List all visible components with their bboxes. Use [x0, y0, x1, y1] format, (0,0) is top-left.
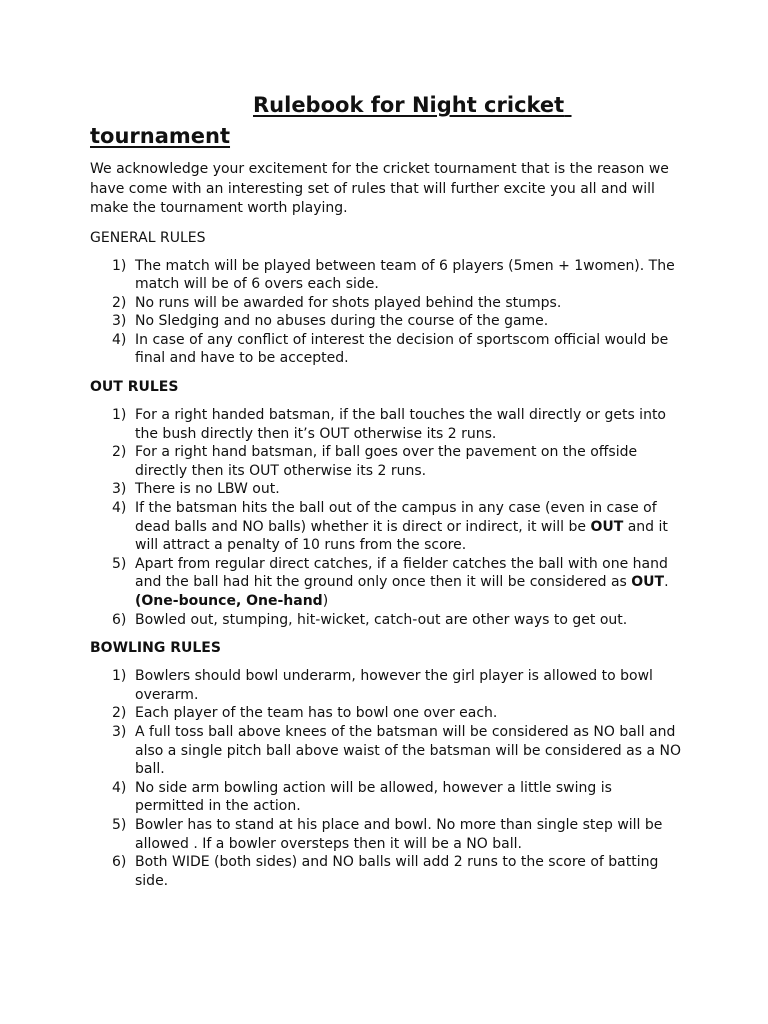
list-item [90, 499, 683, 555]
list-number: 4) [112, 500, 127, 517]
intro-paragraph: We acknowledge your excitement for the cricket tournament that is the reason we have come with an interesting set of rules that will further excite you all and will make the tournament worth playing. [90, 161, 669, 216]
bowling-rules-list [90, 667, 690, 890]
list-item-text: For a right handed batsman, if the ball touches the wall directly or gets into the bush directly then it’s OUT otherwise its 2 runs. [135, 407, 667, 442]
list-number: 5) [112, 816, 127, 833]
list-item-text: Bowler has to stand at his place and bowl. No more than single step will be allowed . If a bowler oversteps then it will be a NO ball. [135, 816, 663, 852]
list-item [90, 294, 683, 313]
out-rules-heading: OUT RULES [90, 379, 179, 396]
list-item [90, 406, 683, 443]
document-page [90, 90, 690, 890]
list-item-text: No side arm bowling action will be allowed, however a little swing is permitted in the action. [135, 779, 612, 815]
list-item [90, 480, 683, 499]
list-number: 4) [112, 331, 127, 348]
list-item [90, 779, 683, 816]
document-title: Rulebook for Night cricket tournament [90, 93, 572, 148]
list-item-text: Both WIDE (both sides) and NO balls will add 2 runs to the score of batting side. [135, 854, 659, 889]
list-item [90, 667, 683, 704]
list-number: 3) [112, 313, 127, 330]
list-item-text: For a right hand batsman, if ball goes over the pavement on the offside directly then its OUT otherwise its 2 runs. [135, 444, 638, 479]
list-item [90, 443, 683, 480]
list-item-text: Bowlers should bowl underarm, however the girl player is allowed to bowl overarm. [135, 668, 653, 703]
general-rules-list [90, 257, 690, 369]
list-item [90, 555, 683, 611]
list-item [90, 257, 683, 294]
list-number: 3) [112, 723, 127, 740]
list-item [90, 816, 683, 853]
list-number: 5) [112, 555, 127, 572]
list-number: 6) [112, 611, 127, 628]
list-number: 2) [112, 294, 127, 311]
list-item [90, 704, 683, 723]
list-item-text: In case of any conflict of interest the decision of sportscom official would be final and have to be accepted. [135, 331, 669, 367]
list-item-text: . [664, 574, 669, 591]
list-number: 2) [112, 705, 127, 722]
list-item [90, 723, 683, 779]
list-item-text: Bowled out, stumping, hit-wicket, catch-out are other ways to get out. [135, 611, 628, 628]
list-item-bold-text: OUT [590, 518, 624, 535]
list-item-text: No runs will be awarded for shots played behind the stumps. [135, 294, 562, 311]
list-item-text: ) [322, 593, 329, 609]
list-number: 1) [112, 407, 127, 424]
list-item-text: If the batsman hits the ball out of the campus in any case (even in case of dead balls and NO balls) whether it is direct or indirect, it will be [135, 500, 657, 535]
list-number: 1) [112, 668, 127, 685]
list-item-text: Each player of the team has to bowl one over each. [135, 705, 498, 722]
list-item [90, 611, 683, 630]
list-number: 2) [112, 444, 127, 461]
list-number: 6) [112, 854, 127, 871]
list-item-text: A full toss ball above knees of the batsman will be considered as NO ball and also a single pitch ball above waist of the batsman will be considered as a NO ball. [135, 723, 681, 778]
list-item-text: There is no LBW out. [135, 481, 280, 498]
list-item-text: No Sledging and no abuses during the course of the game. [135, 313, 549, 330]
list-number: 4) [112, 779, 127, 796]
list-number: 3) [112, 481, 127, 498]
list-item-bold-text: (One-bounce, One-hand [135, 593, 323, 609]
out-rules-list [90, 406, 690, 629]
list-item-bold-text: OUT [631, 574, 665, 591]
bowling-rules-heading: BOWLING RULES [90, 640, 221, 657]
list-item [90, 853, 683, 890]
list-item [90, 312, 683, 331]
list-number: 1) [112, 257, 127, 274]
list-item [90, 331, 683, 368]
list-item-text: and it will attract a penalty of 10 runs from the score. [135, 518, 668, 554]
list-item-text: Apart from regular direct catches, if a fielder catches the ball with one hand and the ball had hit the ground only once then it will be considered as [135, 555, 668, 591]
general-rules-heading: GENERAL RULES [90, 229, 206, 246]
list-item-text: The match will be played between team of 6 players (5men + 1women). The match will be of 6 overs each side. [135, 257, 675, 293]
